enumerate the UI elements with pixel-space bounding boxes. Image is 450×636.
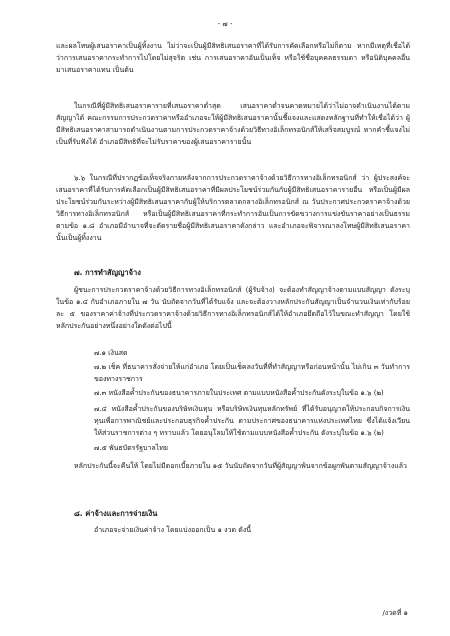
list-item-finance-guarantee: ๗.๔ หนังสือค้ำประกันของบริษัทเงินทุน หรือบริษัทเงินทุนหลักทรัพย์ ที่ได้รับอนุญาตให้ประกอบกิจการเงินทุนเพื่อการพาณิชย์และประกอบธุรกิจค้ำประกัน ตามประกาศของธนาคารแห่งประเทศไทย ซึ่งได้แจ้งเวียนให้ส่วนราชการต่าง ๆ ทราบแล้ว โดยอนุโลมให้ใช้ตามแบบหนังสือค้ำประกัน ดังระบุในข้อ ๑.๖ (๒) bbox=[94, 405, 410, 437]
paragraph-contract: ผู้ชนะการประกวดราคาจ้างด้วยวิธีการทางอิเล็กทรอนิกส์ (ผู้รับจ้าง) จะต้องทำสัญญาจ้างตามแบบสัญญา ดังระบุในข้อ ๑.๔ กับอำเภอภายใน ๗ วัน นับถัดจากวันที่ได้รับแจ้ง และจะต้องวางหลักประกันสัญญาเป็นจำนวนเงินเท่ากับร้อยละ ๕ ของราคาค่าจ้างที่ประกวดราคาจ้างด้วยวิธีการทางอิเล็กทรอนิกส์ได้ให้อำเภอยึดถือไว้ในขณะทำสัญญา โดยใช้หลักประกันอย่างหนึ่งอย่างใดดังต่อไปนี้ bbox=[56, 286, 410, 330]
section-heading-contract: ๗. การทำสัญญาจ้าง bbox=[74, 268, 141, 277]
list-item-cash: ๗.๑ เงินสด bbox=[94, 349, 128, 357]
list-item-cheque: ๗.๒ เช็ค ที่ธนาคารสั่งจ่ายให้แก่อำเภอ โดยเป็นเช็คลงวันที่ที่ทำสัญญาหรือก่อนหน้านั้น ไม่เกิน ๓ วันทำการของทางราชการ bbox=[94, 363, 410, 383]
paragraph-payment: อำเภอจะจ่ายเงินค่าจ้าง โดยแบ่งออกเป็น ๑ งวด ดังนี้ bbox=[94, 526, 252, 534]
page-number: - ๗ - bbox=[217, 20, 233, 28]
list-item-government-bond: ๗.๕ พันธบัตรรัฐบาลไทย bbox=[94, 444, 168, 452]
paragraph-clause-6-6: ๖.๖ ในกรณีที่ปรากฏข้อเท็จจริงภายหลังจากการประกวดราคาจ้างด้วยวิธีการทางอิเล็กทรอนิกส์ ว่า ผู้ประสงค์จะเสนอราคาที่ได้รับการคัดเลือกเป็นผู้มีสิทธิเสนอราคาที่มีผลประโยชน์ร่วมกันกับผู้มีสิทธิเสนอราคารายอื่น หรือเป็นผู้มีผลประโยชน์ร่วมกันระหว่างผู้มีสิทธิเสนอราคากับผู้ให้บริการตลาดกลางอิเล็กทรอนิกส์ ณ วันประกาศประกวดราคาจ้างด้วยวิธีการทางอิเล็กทรอนิกส์ หรือเป็นผู้มีสิทธิเสนอราคาที่กระทำการอันเป็นการขัดขวางการแข่งขันราคาอย่างเป็นธรรม ตามข้อ ๑.๘ อำเภอมีอำนาจที่จะตัดรายชื่อผู้มีสิทธิเสนอราคาดังกล่าว และอำเภอจะพิจารณาลงโทษผู้มีสิทธิเสนอราคานั้นเป็นผู้ทิ้งงาน bbox=[56, 174, 410, 242]
paragraph-guarantee-return: หลักประกันนี้จะคืนให้ โดยไม่มีดอกเบี้ยภายใน ๑๕ วันนับถัดจากวันที่ผู้สัญญาพ้นจากข้อผูกพันตามสัญญาจ้างแล้ว bbox=[74, 462, 407, 470]
list-item-bank-guarantee: ๗.๓ หนังสือค้ำประกันของธนาคารภายในประเทศ ตามแบบหนังสือค้ำประกันดังระบุในข้อ ๑.๖ (๒) bbox=[94, 389, 384, 397]
paragraph-disqualification: และผลโทษผู้เสนอราคาเป็นผู้ทิ้งงาน ไม่ว่าจะเป็นผู้มีสิทธิเสนอราคาที่ได้รับการคัดเลือกหรือไม่ก็ตาม หากมีเหตุที่เชื่อได้ว่าการเสนอราคากระทำการไปโดยไม่สุจริต เช่น การเสนอราคาอันเป็นเท็จ หรือใช้ชื่อบุคคลธรรมดา หรือนิติบุคคลอื่นมาเสนอราคาแทน เป็นต้น bbox=[56, 42, 410, 74]
page-footer: /งวดที่ ๑ bbox=[382, 609, 408, 617]
paragraph-low-bid: ในกรณีที่ผู้มีสิทธิเสนอราคารายที่เสนอราคาต่ำสุด เสนอราคาต่ำจนคาดหมายได้ว่าไม่อาจดำเนินงานได้ตามสัญญาได้ คณะกรรมการประกวดราคาหรืออำเภอจะให้ผู้มีสิทธิเสนอราคานั้นชี้แจงและแสดงหลักฐานที่ทำให้เชื่อได้ว่า ผู้มีสิทธิเสนอราคาสามารถดำเนินงานตามการประกวดราคาจ้างด้วยวิธีทางอิเล็กทรอนิกส์ให้เสร็จสมบูรณ์ หากคำชี้แจงไม่เป็นที่รับฟังได้ อำเภอมีสิทธิที่จะไม่รับราคาของผู้เสนอราคารายนั้น bbox=[56, 102, 410, 146]
section-heading-payment: ๘. ค่าจ้างและการจ่ายเงิน bbox=[74, 509, 158, 518]
